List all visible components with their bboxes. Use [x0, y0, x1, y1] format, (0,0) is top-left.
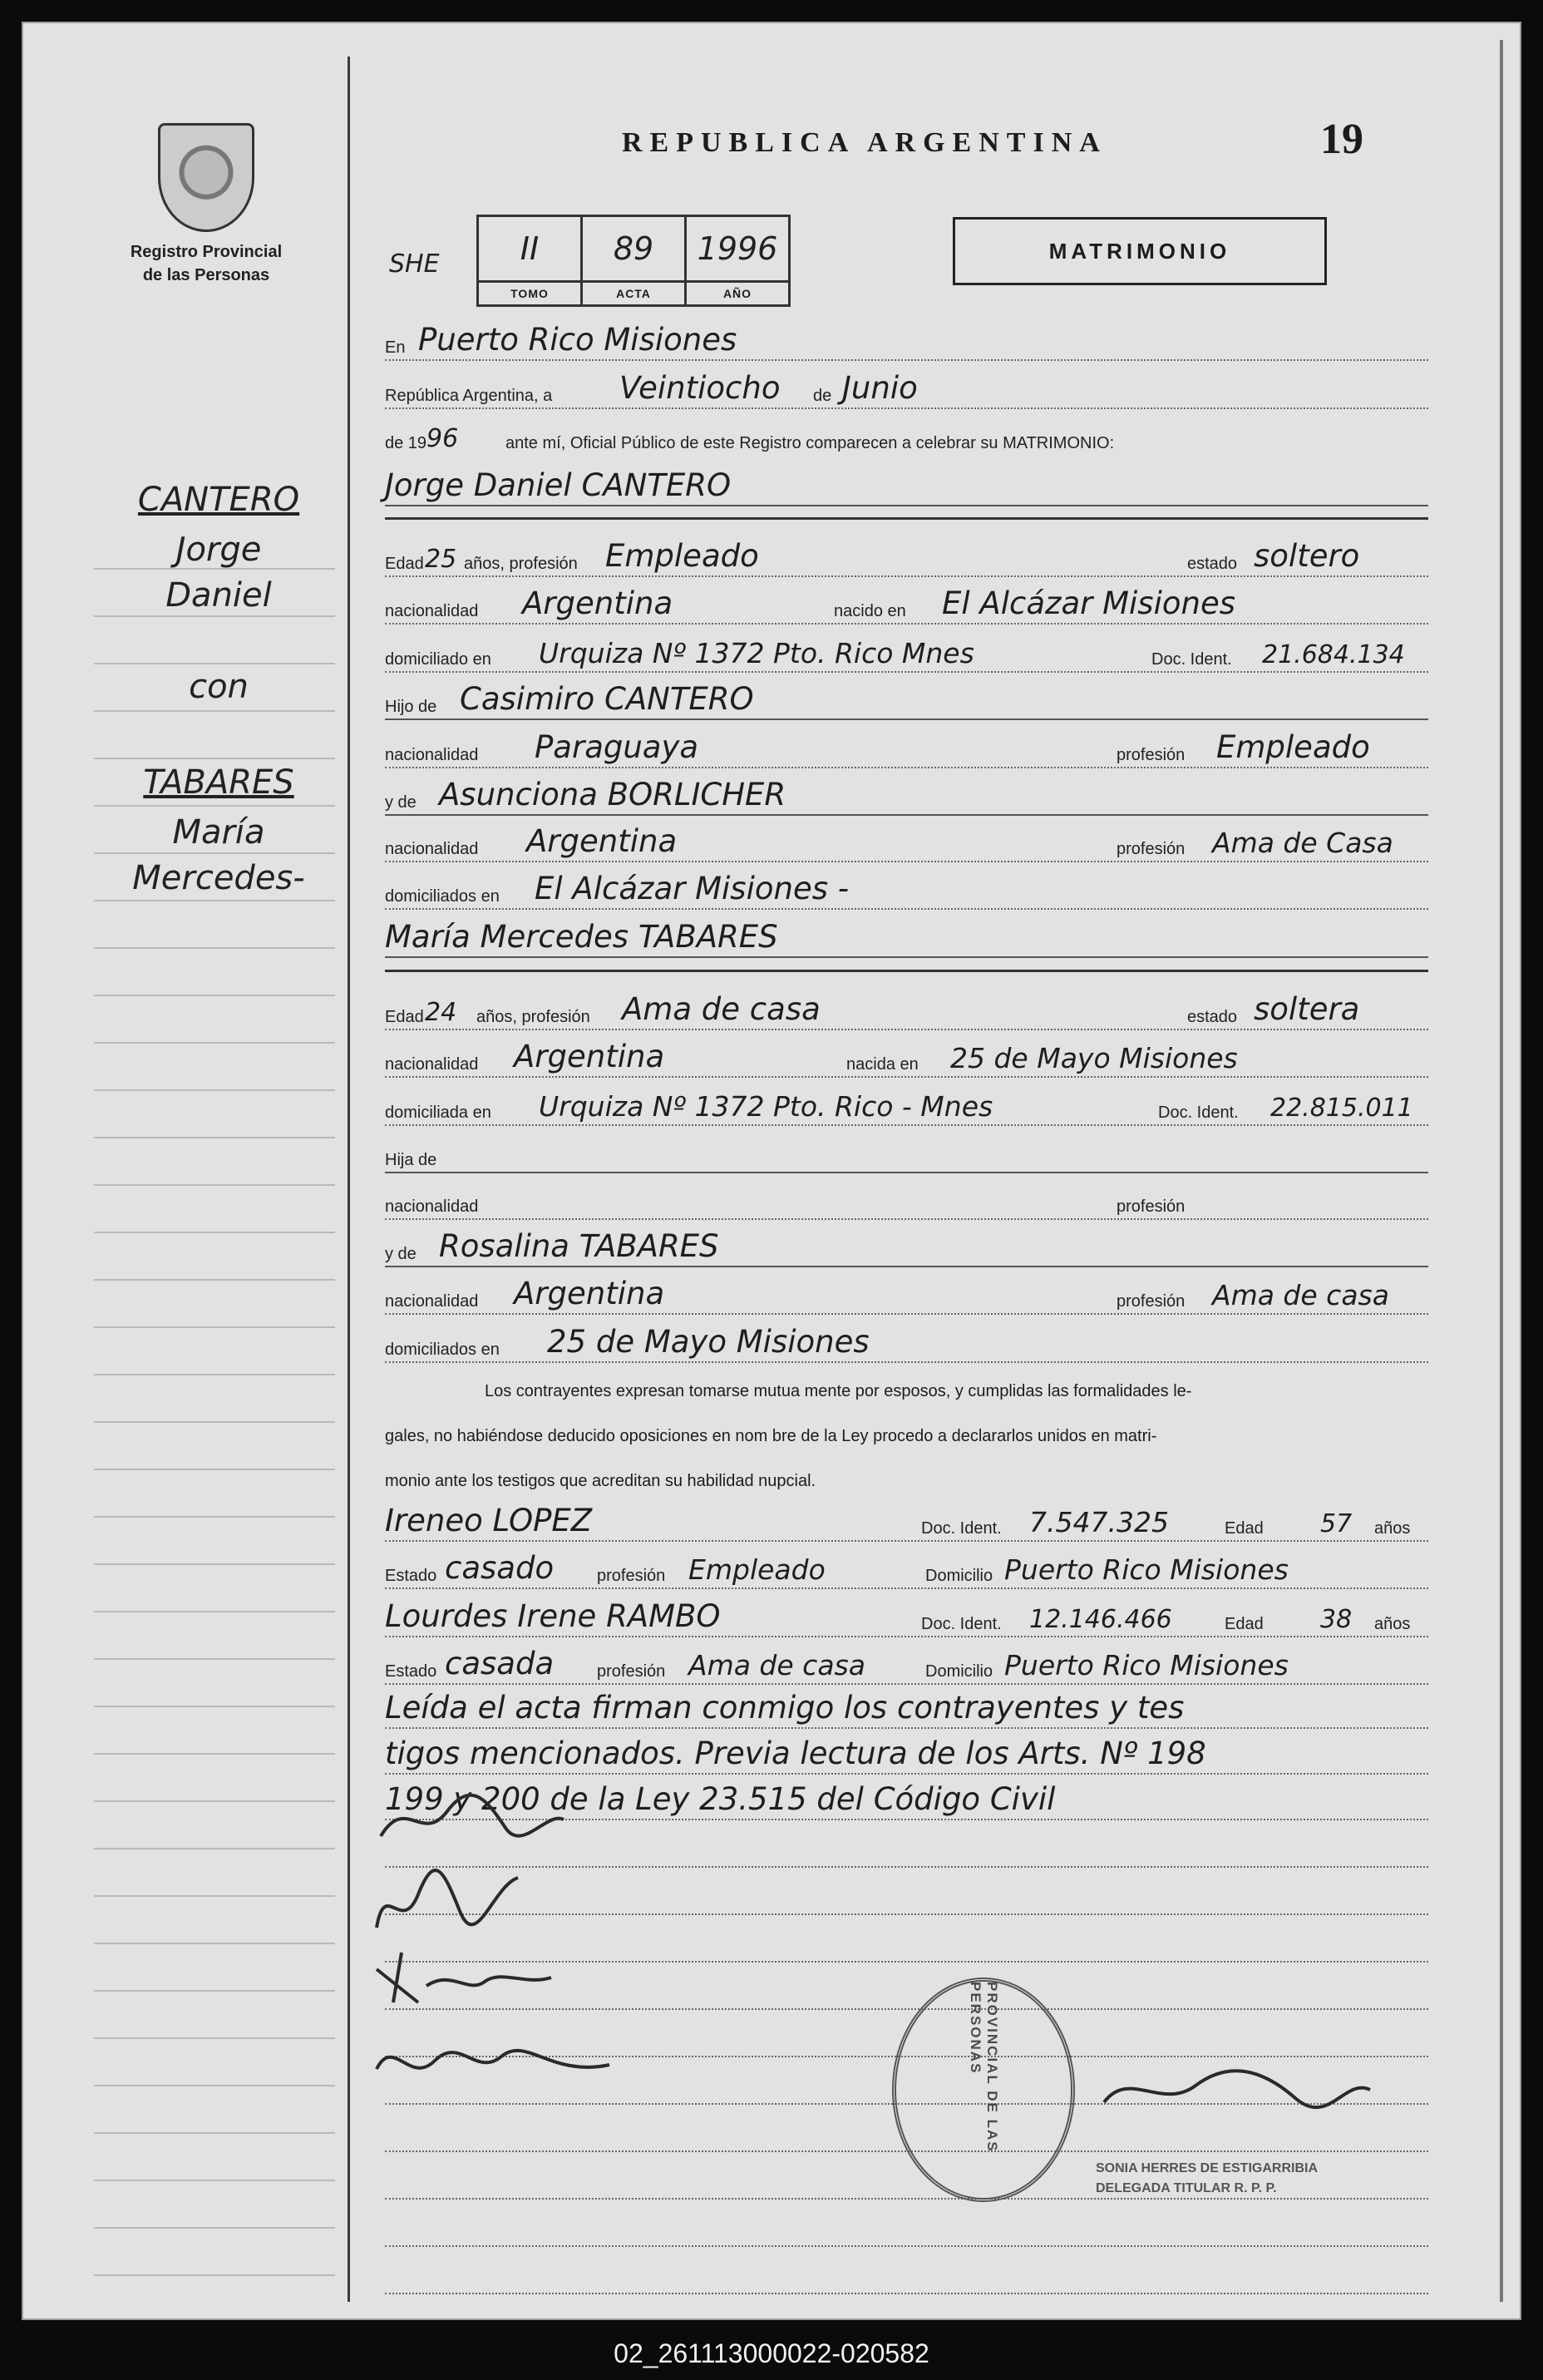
declaration-line: monio ante los testigos que acreditan su habilidad nupcial. [385, 1472, 816, 1490]
year-prefix: de 19 [385, 434, 427, 452]
reference-table [476, 215, 791, 307]
groom-age-line [385, 539, 1428, 582]
margin-groom-surname: CANTERO [137, 481, 300, 519]
margin-bride-name1: María [172, 813, 265, 852]
profession-label: profesión [597, 1662, 666, 1681]
image-code: 02_261113000022-020582 [614, 2338, 929, 2368]
nationality-label: nacionalidad [385, 1055, 479, 1074]
profession-label: profesión [1117, 1197, 1186, 1216]
witness2-detail-line [385, 1647, 1428, 1690]
groom-nationality-line [385, 586, 1428, 630]
place-line [385, 323, 1428, 366]
closing-text: Leída el acta firman conmigo los contrayentes y tes [385, 1690, 1185, 1726]
years-label: años [1374, 1519, 1411, 1538]
closing-text: tigos mencionados. Previa lectura de los Arts. Nº 198 [385, 1736, 1206, 1771]
groom-mother: Asunciona BORLICHER [439, 777, 786, 812]
witness1-age: 57 [1320, 1509, 1353, 1538]
year-suffix: 96 [426, 424, 459, 453]
age-label: Edad [1225, 1519, 1264, 1538]
address-label: domiciliada en [385, 1104, 491, 1122]
closing-line [385, 1691, 1428, 1734]
witness1-detail-line [385, 1551, 1428, 1594]
ano-label: AÑO [686, 282, 790, 306]
profession-label: profesión [1117, 1292, 1186, 1311]
acta-value: 89 [582, 216, 686, 282]
page-edge [1500, 40, 1503, 2302]
ruled-line [385, 2256, 1428, 2299]
bride-parents-address-line [385, 1325, 1428, 1368]
groom-mother-nat-line [385, 824, 1428, 867]
status-label: Estado [385, 1567, 437, 1585]
tomo-value: II [478, 216, 582, 282]
groom-father-nat-line [385, 730, 1428, 773]
groom-age: 25 [425, 545, 457, 574]
bride-father-nat-line [385, 1182, 1428, 1225]
groom-name: Jorge Daniel CANTERO [385, 467, 732, 503]
age-label: Edad [385, 555, 424, 573]
groom-father-profession: Empleado [1216, 729, 1370, 765]
bride-address-line [385, 1088, 1428, 1131]
born-label: nacida en [846, 1055, 919, 1074]
bride-name-line [385, 920, 1428, 963]
bride-nationality-line [385, 1039, 1428, 1083]
groom-mother-nationality: Argentina [526, 823, 678, 859]
son-of-label: Hijo de [385, 698, 437, 716]
closing-text: 199 y 200 de la Ley 23.515 del Código Civil [385, 1781, 1056, 1817]
status-label: estado [1187, 555, 1238, 573]
years-label: años [1374, 1615, 1411, 1633]
page-number: 19 [1320, 116, 1363, 163]
and-of-label: y de [385, 1245, 417, 1263]
groom-profession: Empleado [605, 538, 759, 574]
witness1-profession: Empleado [688, 1553, 826, 1586]
signer-name: SONIA HERRES DE ESTIGARRIBIA [1096, 2161, 1318, 2175]
witness2-doc: 12.146.466 [1029, 1605, 1172, 1634]
signature-witness2 [368, 2027, 618, 2094]
coat-of-arms-icon [158, 123, 254, 232]
status-label: Estado [385, 1662, 437, 1681]
republic-label: República Argentina, a [385, 387, 553, 405]
date-line [385, 371, 1428, 414]
profession-label: profesión [597, 1567, 666, 1585]
signature-bride [368, 1861, 535, 1944]
and-of-label: y de [385, 793, 417, 812]
groom-address-line [385, 635, 1428, 678]
declaration-text [385, 1369, 1428, 1504]
witness2-name: Lourdes Irene RAMBO [385, 1598, 721, 1634]
born-label: nacido en [834, 602, 906, 620]
nationality-label: nacionalidad [385, 1292, 479, 1311]
groom-father-nationality: Paraguaya [535, 729, 699, 765]
bride-age: 24 [425, 998, 457, 1027]
margin-rule [348, 57, 350, 2302]
signer-title: DELEGADA TITULAR R. P. P. [1096, 2181, 1277, 2195]
doc-label: Doc. Ident. [1158, 1104, 1239, 1122]
signature-official [1096, 2052, 1378, 2127]
witness1-name: Ireneo LOPEZ [385, 1503, 593, 1538]
bride-address: Urquiza Nº 1372 Pto. Rico - Mnes [539, 1090, 993, 1123]
age-label: Edad [385, 1008, 424, 1026]
groom-name-line [385, 468, 1428, 511]
act-type-box: MATRIMONIO [953, 217, 1327, 285]
groom-father: Casimiro CANTERO [460, 681, 754, 717]
profession-label: años, profesión [476, 1008, 590, 1026]
bride-name: María Mercedes TABARES [385, 919, 778, 955]
acta-label: ACTA [582, 282, 686, 306]
ruled-line [385, 2209, 1428, 2252]
nationality-label: nacionalidad [385, 840, 479, 858]
ano-value: 1996 [686, 216, 790, 282]
groom-status: soltero [1254, 538, 1360, 574]
bride-age-line [385, 992, 1428, 1035]
domicile-label: Domicilio [925, 1567, 993, 1585]
signature-witness1 [368, 1936, 560, 2011]
ruled-line [385, 1877, 1428, 1920]
intro-text: ante mí, Oficial Público de este Registro comparecen a celebrar su MATRIMONIO: [505, 434, 1115, 452]
bride-profession: Ama de casa [622, 991, 821, 1027]
margin-bride-surname: TABARES [143, 763, 294, 802]
bride-doc: 22.815.011 [1270, 1094, 1413, 1123]
groom-parents-address-line [385, 872, 1428, 915]
day-value: Veintiocho [619, 370, 781, 406]
bride-mother-line [385, 1229, 1428, 1272]
profession-label: profesión [1117, 840, 1186, 858]
groom-parents-address: El Alcázar Misiones - [535, 871, 850, 906]
nationality-label: nacionalidad [385, 746, 479, 764]
address-label: domiciliado en [385, 650, 491, 669]
witness2-line [385, 1599, 1428, 1642]
bride-status: soltera [1254, 991, 1360, 1027]
closing-line [385, 1736, 1428, 1780]
parents-address-label: domiciliados en [385, 1341, 500, 1359]
groom-mother-line [385, 778, 1428, 821]
doc-label: Doc. Ident. [921, 1519, 1002, 1538]
official-stamp [892, 1978, 1075, 2202]
de-label: de [813, 387, 832, 405]
bride-mother-profession: Ama de casa [1212, 1279, 1389, 1311]
witness1-status: casado [445, 1550, 555, 1586]
declaration-line: gales, no habiéndose deducido oposiciones en nom bre de la Ley procedo a declararlos unidos en matri- [385, 1427, 1157, 1445]
she-code: SHE [389, 249, 440, 279]
bride-mother: Rosalina TABARES [439, 1228, 719, 1264]
separator [385, 970, 1428, 972]
place-value: Puerto Rico Misiones [418, 322, 737, 358]
groom-nationality: Argentina [522, 585, 673, 621]
witness1-doc: 7.547.325 [1029, 1506, 1169, 1538]
declaration-line: Los contrayentes expresan tomarse mutua mente por esposos, y cumplidas las formalidades le- [485, 1382, 1192, 1400]
age-label: Edad [1225, 1615, 1264, 1633]
groom-address: Urquiza Nº 1372 Pto. Rico Mnes [539, 637, 974, 669]
profession-label: profesión [1117, 746, 1186, 764]
doc-label: Doc. Ident. [921, 1615, 1002, 1633]
witness1-line [385, 1504, 1428, 1547]
status-label: estado [1187, 1008, 1238, 1026]
margin-connector: con [189, 668, 249, 706]
groom-mother-profession: Ama de Casa [1212, 827, 1393, 859]
registry-seal-block [106, 123, 306, 287]
registry-name-line1: Registro Provincial [130, 243, 283, 261]
margin-groom-name2: Daniel [165, 576, 272, 615]
margin-bride-name2: Mercedes- [132, 859, 305, 897]
bride-birthplace: 25 de Mayo Misiones [950, 1042, 1238, 1074]
register-page [22, 22, 1521, 2320]
bride-nationality: Argentina [514, 1039, 665, 1074]
domicile-label: Domicilio [925, 1662, 993, 1681]
bride-mother-nat-line [385, 1276, 1428, 1320]
witness2-profession: Ama de casa [688, 1649, 865, 1681]
tomo-label: TOMO [478, 282, 582, 306]
registry-name-line2: de las Personas [142, 266, 270, 284]
bride-mother-nationality: Argentina [514, 1276, 665, 1311]
groom-father-line [385, 682, 1428, 725]
page-title: REPUBLICA ARGENTINA [622, 127, 1107, 158]
witness2-status: casada [445, 1646, 555, 1681]
witness2-age: 38 [1320, 1605, 1353, 1634]
signature-groom [372, 1786, 572, 1853]
daughter-of-label: Hija de [385, 1151, 437, 1169]
place-label: En [385, 338, 406, 357]
groom-birthplace: El Alcázar Misiones [942, 585, 1235, 621]
witness1-address: Puerto Rico Misiones [1004, 1553, 1289, 1586]
margin-groom-name1: Jorge [175, 531, 262, 569]
nationality-label: nacionalidad [385, 1197, 479, 1216]
nationality-label: nacionalidad [385, 602, 479, 620]
month-value: Junio [842, 370, 918, 406]
groom-doc: 21.684.134 [1262, 640, 1405, 669]
witness2-address: Puerto Rico Misiones [1004, 1649, 1289, 1681]
stamp-text: PROVINCIAL DE LAS PERSONAS [968, 1982, 1000, 2153]
separator [385, 517, 1428, 520]
bride-parents-address: 25 de Mayo Misiones [547, 1324, 870, 1360]
year-line [385, 418, 1428, 462]
parents-address-label: domiciliados en [385, 887, 500, 906]
bride-father-line [385, 1135, 1428, 1178]
profession-label: años, profesión [464, 555, 578, 573]
doc-label: Doc. Ident. [1151, 650, 1232, 669]
official-signer [1096, 2159, 1318, 2199]
